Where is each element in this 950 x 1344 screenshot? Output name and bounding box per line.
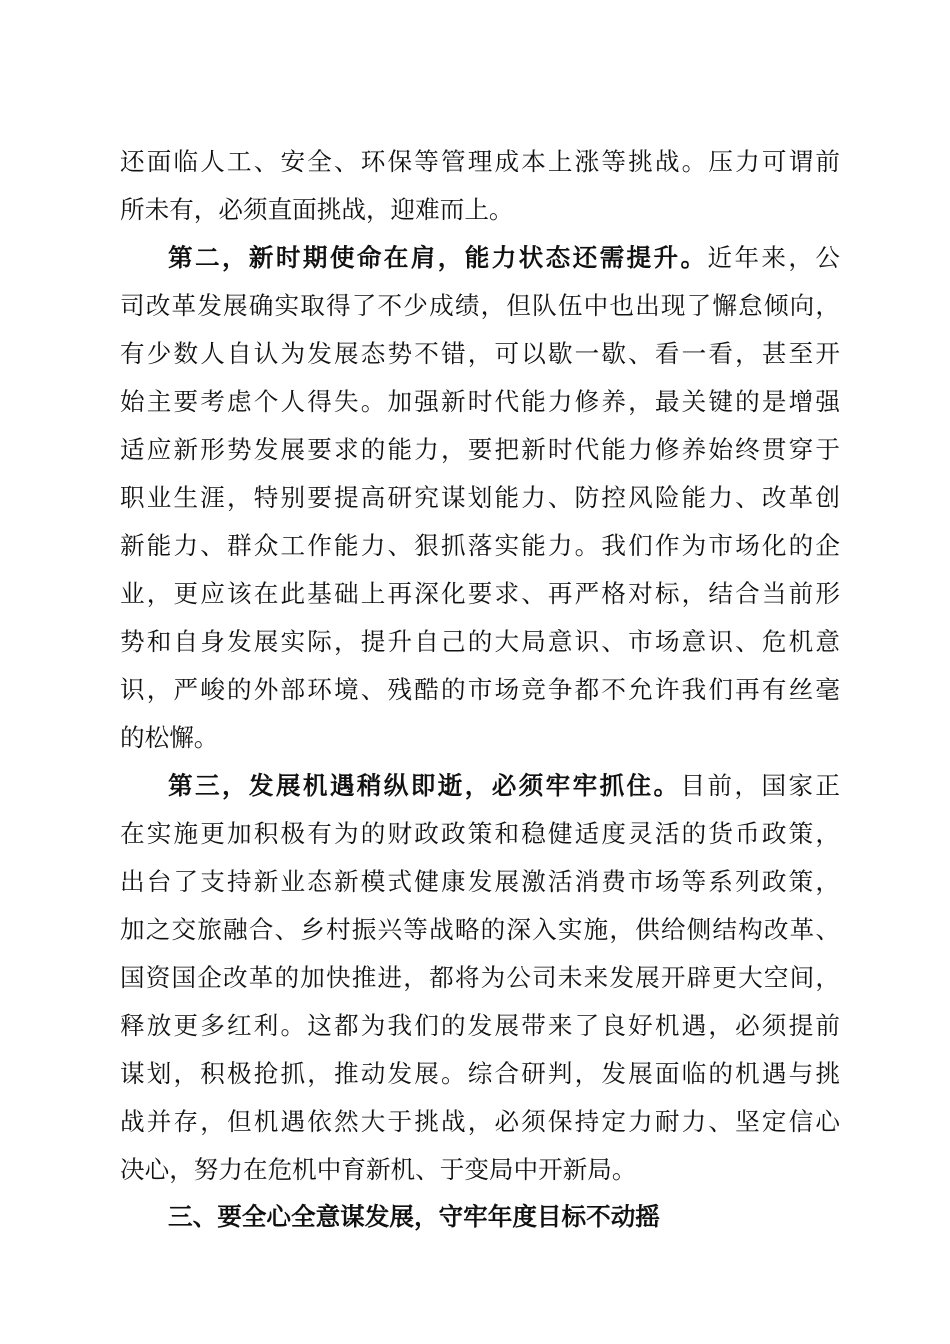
paragraph-line: 职业生涯，特别要提高研究谋划能力、防控风险能力、改革创 — [120, 483, 840, 512]
paragraph-line: 的松懈。 — [120, 723, 219, 752]
paragraph-line: 出台了支持新业态新模式健康发展激活消费市场等系列政策， — [120, 867, 840, 896]
paragraph-line: 势和自身发展实际，提升自己的大局意识、市场意识、危机意 — [120, 627, 840, 656]
paragraph-line: 适应新形势发展要求的能力，要把新时代能力修养始终贯穿于 — [120, 435, 840, 464]
paragraph-lead: 第二，新时期使命在肩，能力状态还需提升。 — [168, 243, 708, 272]
paragraph-line: 加之交旅融合、乡村振兴等战略的深入实施，供给侧结构改革、 — [120, 915, 840, 944]
paragraph-line: 谋划，积极抢抓，推动发展。综合研判，发展面临的机遇与挑 — [120, 1059, 840, 1088]
paragraph-text: 近年来，公 — [707, 243, 840, 272]
paragraph-first-line — [168, 238, 840, 278]
paragraph-line: 司改革发展确实取得了不少成绩，但队伍中也出现了懈怠倾向， — [120, 291, 840, 320]
paragraph-line: 新能力、群众工作能力、狠抓落实能力。我们作为市场化的企 — [120, 531, 840, 560]
paragraph-first-line — [168, 766, 840, 806]
paragraph-line: 在实施更加积极有为的财政政策和稳健适度灵活的货币政策， — [120, 819, 840, 848]
paragraph-line: 业，更应该在此基础上再深化要求、再严格对标，结合当前形 — [120, 579, 840, 608]
section-heading: 三、要全心全意谋发展，守牢年度目标不动摇 — [168, 1202, 660, 1231]
paragraph-line: 决心，努力在危机中育新机、于变局中开新局。 — [120, 1155, 637, 1184]
paragraph-line: 还面临人工、安全、环保等管理成本上涨等挑战。压力可谓前 — [120, 147, 840, 176]
paragraph-line: 识，严峻的外部环境、残酷的市场竞争都不允许我们再有丝毫 — [120, 675, 840, 704]
paragraph-line: 有少数人自认为发展态势不错，可以歇一歇、看一看，甚至开 — [120, 339, 840, 368]
paragraph-line: 释放更多红利。这都为我们的发展带来了良好机遇，必须提前 — [120, 1011, 840, 1040]
paragraph-text: 目前，国家正 — [680, 771, 840, 800]
paragraph-line: 所未有，必须直面挑战，迎难而上。 — [120, 195, 514, 224]
paragraph-line: 始主要考虑个人得失。加强新时代能力修养，最关键的是增强 — [120, 387, 840, 416]
paragraph-line: 国资国企改革的加快推进，都将为公司未来发展开辟更大空间， — [120, 963, 840, 992]
paragraph-line: 战并存，但机遇依然大于挑战，必须保持定力耐力、坚定信心 — [120, 1107, 840, 1136]
paragraph-lead: 第三，发展机遇稍纵即逝，必须牢牢抓住。 — [168, 771, 681, 800]
